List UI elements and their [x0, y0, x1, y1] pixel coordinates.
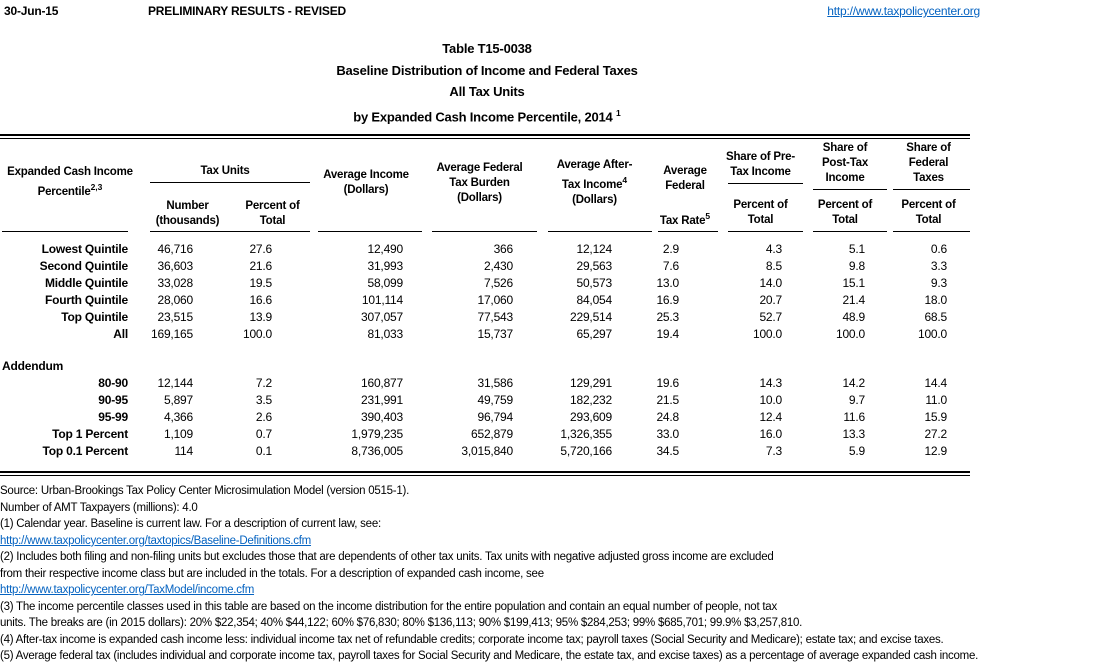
row-label: Lowest Quintile: [41, 242, 128, 257]
table-cell: 100.0: [752, 327, 782, 342]
table-cell: 100.0: [835, 327, 865, 342]
footnote-4: (4) After-tax income is expanded cash income less: individual income tax net of refundable credits; corporate income tax; payroll taxes (Social Security and Medicare); estate tax; and excise taxes.: [0, 633, 944, 646]
table-cell: 231,991: [361, 393, 403, 408]
table-cell: 48.9: [842, 310, 865, 325]
source-note: Source: Urban-Brookings Tax Policy Center Microsimulation Model (version 0515-1).: [0, 485, 410, 498]
table-cell: 129,291: [570, 376, 612, 391]
data-table: [0, 134, 970, 476]
table-cell: 65,297: [576, 327, 612, 342]
table-cell: 49,759: [477, 393, 513, 408]
table-cell: 58,099: [367, 276, 403, 291]
date-label: 30-Jun-15: [4, 4, 59, 18]
footnote-1: (1) Calendar year. Baseline is current law. For a description of current law, see:: [0, 518, 381, 531]
row-label: Second Quintile: [39, 259, 128, 274]
table-cell: 0.1: [255, 444, 272, 459]
table-cell: 11.0: [925, 393, 947, 408]
table-row: [0, 258, 970, 275]
table-cell: 16.6: [249, 293, 272, 308]
table-cell: 7,526: [483, 276, 513, 291]
table-body: [0, 232, 970, 471]
table-cell: 25.3: [656, 310, 679, 325]
table-number-title: Table T15-0038: [442, 41, 532, 56]
table-cell: 81,033: [367, 327, 403, 342]
table-cell: 14.2: [842, 376, 865, 391]
table-cell: 0.7: [255, 427, 272, 442]
table-header: [0, 139, 970, 231]
table-cell: 2.6: [255, 410, 272, 425]
table-cell: 293,609: [570, 410, 612, 425]
table-cell: 3.5: [255, 393, 272, 408]
table-cell: 14.3: [759, 376, 782, 391]
table-cell: 100.0: [242, 327, 272, 342]
footnote-2-line2: from their respective income class but are included in the totals. For a description of expanded cash income, see: [0, 567, 544, 580]
table-cell: 7.3: [765, 444, 782, 459]
table-cell: 12.9: [924, 444, 947, 459]
footnote-ref-5: 5: [705, 210, 711, 221]
table-cell: 33,028: [157, 276, 193, 291]
footnote-2-line1: (2) Includes both filing and non-filing units but excludes those that are dependents of other tax units. Tax units with negative adjusted gross income are excluded: [0, 551, 774, 564]
table-cell: 114: [174, 444, 193, 459]
row-label: 90-95: [98, 393, 128, 408]
table-cell: 50,573: [576, 276, 612, 291]
row-label: Top 0.1 Percent: [42, 444, 128, 459]
share-pretax-spanner-rule: [728, 183, 803, 184]
table-row: [0, 275, 970, 292]
header-average-federal-tax-burden: Average Federal Tax Burden (Dollars): [436, 161, 523, 204]
baseline-definitions-link[interactable]: http://www.taxpolicycenter.org/taxtopics/Baseline-Definitions.cfm: [0, 534, 312, 547]
table-bottom-rule: [0, 471, 970, 476]
table-cell: 2.9: [662, 242, 679, 257]
table-cell: 21.6: [249, 259, 272, 274]
table-cell: 9.3: [930, 276, 947, 291]
table-cell: 366: [493, 242, 513, 257]
table-cell: 12,124: [576, 242, 612, 257]
table-cell: 2,430: [483, 259, 513, 274]
row-label: 80-90: [98, 376, 128, 391]
table-cell: 23,515: [157, 310, 193, 325]
table-cell: 21.4: [842, 293, 865, 308]
table-cell: 34.5: [656, 444, 679, 459]
table-row: [0, 241, 970, 258]
table-cell: 19.6: [656, 376, 679, 391]
row-label: 95-99: [98, 410, 128, 425]
row-label: Fourth Quintile: [45, 293, 128, 308]
table-cell: 101,114: [361, 293, 403, 308]
row-label: Middle Quintile: [45, 276, 128, 291]
table-cell: 84,054: [576, 293, 612, 308]
addendum-row: [0, 358, 970, 375]
table-cell: 11.6: [843, 410, 865, 425]
header-share-posttax-income: Share of Post-Tax Income Percent of Total: [803, 139, 887, 231]
table-cell: 77,543: [477, 310, 513, 325]
table-cell: 31,993: [367, 259, 403, 274]
addendum-label: Addendum: [2, 359, 64, 374]
table-cell: 652,879: [471, 427, 513, 442]
table-cell: 16.0: [759, 427, 782, 442]
table-subtitle2: by Expanded Cash Income Percentile, 2014 $^1$: [353, 107, 621, 124]
table-cell: 13.3: [842, 427, 865, 442]
header-tax-units-group: Tax Units Number (thousands) Percent of Total: [140, 139, 310, 231]
table-cell: 1,979,235: [351, 427, 403, 442]
amt-note: Number of AMT Taxpayers (millions): 4.0: [0, 501, 198, 514]
table-cell: 12,490: [367, 242, 403, 257]
table-cell: 4,366: [163, 410, 193, 425]
header-average-income: Average Income (Dollars): [323, 169, 409, 197]
table-row: [0, 326, 970, 343]
table-cell: 229,514: [570, 310, 612, 325]
table-subtitle: All Tax Units: [449, 84, 525, 99]
status-label: PRELIMINARY RESULTS - REVISED: [148, 4, 347, 18]
table-cell: 16.9: [656, 293, 679, 308]
table-cell: 1,326,355: [560, 427, 612, 442]
table-cell: 29,563: [576, 259, 612, 274]
table-cell: 7.6: [662, 259, 679, 274]
row-label: Top Quintile: [61, 310, 128, 325]
footnote-3-line2: units. The breaks are (in 2015 dollars): 20% $22,354; 40% $44,122; 60% $76,830; 80% $136,113; 90% $199,413; 95% $284,253; 99% $685,701; 99.9% $3,257,810.: [0, 617, 803, 630]
table-cell: 8.5: [765, 259, 782, 274]
table-cell: 28,060: [157, 293, 193, 308]
table-cell: 307,057: [361, 310, 403, 325]
table-cell: 19.5: [249, 276, 272, 291]
table-cell: 12.4: [759, 410, 782, 425]
table-cell: 0.6: [930, 242, 947, 257]
footnote-ref-4: 4: [622, 175, 628, 186]
table-cell: 24.8: [656, 410, 679, 425]
table-cell: 18.0: [924, 293, 947, 308]
table-cell: 5.1: [848, 242, 865, 257]
spacer-row: [0, 343, 970, 358]
table-cell: 10.0: [759, 393, 782, 408]
header-expanded-cash-income: Expanded Cash Income Percentile$^{2,3}$: [7, 165, 133, 198]
share-fedtax-spanner-rule: [893, 189, 970, 190]
table-row: [0, 443, 970, 460]
table-row: [0, 309, 970, 326]
header-average-federal-tax-rate: Average Federal Tax Rate$^5$: [659, 165, 711, 227]
table-cell: 68.5: [924, 310, 947, 325]
table-cell: 14.0: [759, 276, 782, 291]
header-average-after-tax-income: Average After- Tax Income$^4$ (Dollars): [556, 159, 633, 207]
table-cell: 27.6: [249, 242, 272, 257]
top-bar: [0, 0, 1113, 22]
table-row: [0, 426, 970, 443]
table-cell: 5.9: [848, 444, 865, 459]
table-cell: 14.4: [924, 376, 947, 391]
table-cell: 9.8: [848, 259, 865, 274]
header-percent-of-total: Percent of Total: [245, 200, 300, 228]
table-cell: 15,737: [477, 327, 513, 342]
table-cell: 4.3: [765, 242, 782, 257]
table-cell: 36,603: [157, 259, 193, 274]
table-cell: 3.3: [930, 259, 947, 274]
table-cell: 27.2: [924, 427, 947, 442]
table-cell: 46,716: [157, 242, 193, 257]
title-block: [0, 38, 974, 127]
table-cell: 13.0: [656, 276, 679, 291]
table-cell: 19.4: [656, 327, 679, 342]
row-label: Top 1 Percent: [52, 427, 128, 442]
table-cell: 390,403: [361, 410, 403, 425]
table-cell: 5,720,166: [560, 444, 612, 459]
table-cell: 15.1: [842, 276, 865, 291]
income-definition-link[interactable]: http://www.taxpolicycenter.org/TaxModel/income.cfm: [0, 584, 255, 597]
header-share-federal-taxes: Share of Federal Taxes Percent of Total: [887, 139, 970, 231]
table-row: [0, 409, 970, 426]
table-main-title: Baseline Distribution of Income and Federal Taxes: [336, 62, 638, 78]
site-link[interactable]: http://www.taxpolicycenter.org: [827, 4, 980, 18]
table-cell: 12,144: [157, 376, 193, 391]
table-cell: 1,109: [163, 427, 193, 442]
footnotes: [0, 483, 1113, 665]
table-cell: 21.5: [656, 393, 679, 408]
table-row: [0, 292, 970, 309]
share-posttax-spanner-rule: [813, 189, 887, 190]
table-cell: 9.7: [848, 393, 865, 408]
table-cell: 13.9: [249, 310, 272, 325]
footnote-ref-1: 1: [616, 107, 621, 118]
table-cell: 160,877: [361, 376, 403, 391]
table-cell: 33.0: [656, 427, 679, 442]
table-cell: 17,060: [477, 293, 513, 308]
table-cell: 100.0: [917, 327, 947, 342]
table-row: [0, 375, 970, 392]
table-cell: 52.7: [759, 310, 782, 325]
table-cell: 31,586: [477, 376, 513, 391]
row-label: All: [113, 327, 128, 342]
header-number-thousands: Number (thousands): [155, 200, 220, 228]
table-cell: 169,165: [151, 327, 193, 342]
footnote-ref-2-3: 2,3: [90, 181, 103, 192]
table-row: [0, 392, 970, 409]
footnote-3-line1: (3) The income percentile classes used in this table are based on the income distribution for the entire population and contain an equal number of people, not tax: [0, 600, 777, 613]
table-cell: 3,015,840: [461, 444, 513, 459]
table-cell: 5,897: [163, 393, 193, 408]
table-cell: 182,232: [570, 393, 612, 408]
table-cell: 7.2: [255, 376, 272, 391]
table-cell: 15.9: [924, 410, 947, 425]
footnote-5: (5) Average federal tax (includes individual and corporate income tax, payroll taxes for Social Security and Medicare, the estate tax, and excise taxes) as a percentage of average expanded cash income.: [0, 650, 979, 663]
header-share-pretax-income: Share of Pre- Tax Income Percent of Total: [718, 139, 803, 231]
table-cell: 8,736,005: [351, 444, 403, 459]
table-cell: 96,794: [477, 410, 513, 425]
table-cell: 20.7: [759, 293, 782, 308]
